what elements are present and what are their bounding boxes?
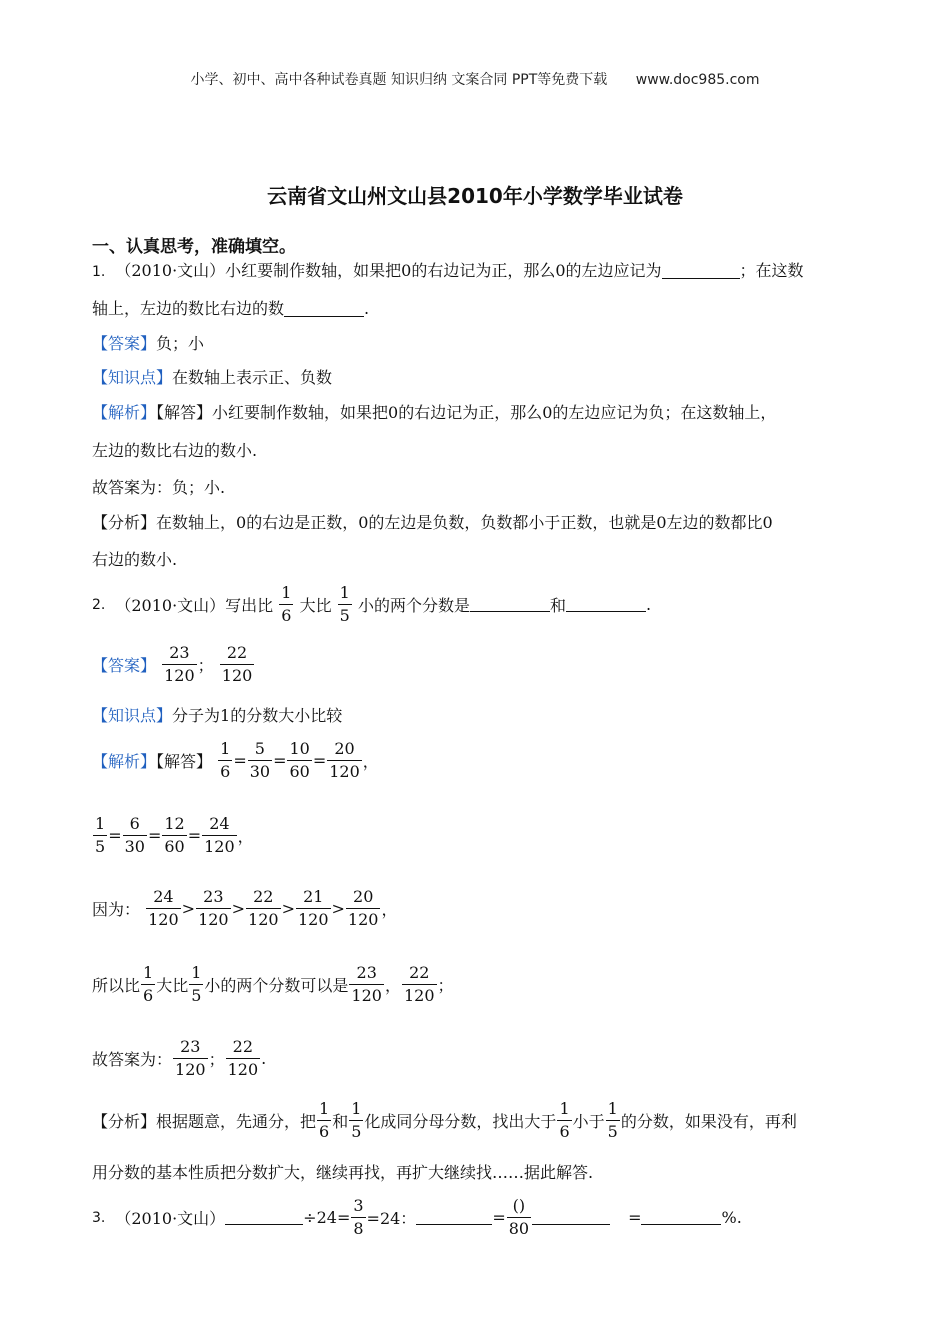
q1-final: 故答案为：负；小.: [92, 478, 226, 497]
q3-blank-3[interactable]: [532, 1208, 610, 1225]
fraction: $\frac{1}{6}$: [319, 1099, 330, 1141]
fraction: $\frac{1}{5}$: [351, 1099, 362, 1141]
header-site-link[interactable]: www.doc985.com: [635, 72, 760, 88]
q3-source: （2010·文山）: [115, 1209, 226, 1228]
q1-text: .: [364, 299, 370, 318]
fraction: $\frac{23}{120}$: [164, 643, 195, 685]
q1-text: 轴上，左边的数比右边的数: [92, 299, 285, 318]
fraction: $\frac{10}{60}$: [289, 739, 310, 781]
fraction: $\frac{5}{30}$: [249, 739, 271, 781]
knowledge-text: 在数轴上表示正、负数: [172, 368, 333, 387]
fraction: $\frac{3}{8}$: [353, 1196, 364, 1238]
fraction: $\frac{1}{5}$: [339, 583, 350, 625]
analysis-text: 在数轴上，0的右边是正数，0的左边是负数，负数都小于正数，也就是0左边的数都比0: [156, 513, 773, 532]
q1-text: ；在这数: [739, 261, 804, 280]
q1-source: （2010·文山）: [115, 261, 226, 280]
analysis-label: 【分析】: [92, 1112, 157, 1131]
q2-text: 和: [549, 596, 566, 615]
q2-blank-2[interactable]: [566, 595, 646, 612]
header-text: 小学、初中、高中各种试卷真题 知识归纳 文案合同 PPT等免费下载: [190, 72, 608, 88]
answer-label: 【答案】: [92, 656, 157, 675]
q1-knowledge: [92, 365, 332, 388]
q1-answer: [92, 331, 204, 354]
q1-number: 1.: [92, 264, 106, 280]
q2-text: 小的两个分数是: [357, 596, 470, 615]
q2-explain-line2: $\frac{1}{5}$ = $\frac{6}{30}$ = $\frac{12}{60}$ = $\frac{24}{120}$ ，: [95, 814, 254, 856]
explain-label: 【解析】: [92, 403, 157, 422]
fraction: $\frac{24}{120}$: [204, 814, 235, 856]
fraction: $\frac{22}{120}$: [221, 643, 253, 685]
q1-line1: [92, 258, 804, 281]
q2-source: （2010·文山）: [115, 596, 226, 615]
page-title: 云南省文山州文山县2010年小学数学毕业试卷: [267, 184, 683, 208]
q2-analysis: 【分析】根据题意，先通分，把 $\frac{1}{6}$ 和 $\frac{1}{5}$ 化成同分母分数，找出大于 $\frac{1}{6}$ 小于 $\frac{1}{5}$ 的分数，如果没有，再利: [92, 1099, 797, 1141]
explain-label: 【解析】: [92, 752, 157, 771]
knowledge-text: 分子为1的分数大小比较: [172, 706, 343, 725]
q1-blank-1[interactable]: [662, 262, 740, 279]
q2-number: 2.: [92, 596, 106, 613]
fraction: $\frac{22}{120}$: [248, 887, 279, 929]
q3-blank-1[interactable]: [225, 1208, 303, 1225]
q2-so: 所以比 $\frac{1}{6}$ 大比 $\frac{1}{5}$ 小的两个分数可以是 $\frac{23}{120}$ ， $\frac{22}{120}$ ；: [92, 963, 454, 1005]
fraction: $\frac{22}{120}$: [227, 1037, 259, 1079]
answer-label: 【答案】: [92, 334, 157, 353]
answer-text: 负；小: [156, 334, 205, 353]
fraction: $\frac{1}{6}$: [559, 1099, 570, 1141]
fraction: $\frac{1}{5}$: [607, 1099, 618, 1141]
q2-knowledge: [92, 703, 342, 726]
fraction: $\frac{23}{120}$: [175, 1037, 206, 1079]
knowledge-label: 【知识点】: [92, 706, 173, 725]
q3-blank-2[interactable]: [416, 1208, 492, 1225]
page-header: [0, 69, 950, 89]
fraction: $\frac{6}{30}$: [124, 814, 145, 856]
q1-explain: [92, 400, 776, 423]
fraction: $\frac{()}{80}$: [508, 1196, 530, 1238]
fraction: $\frac{1}{6}$: [143, 963, 154, 1005]
analysis-label: 【分析】: [92, 513, 157, 532]
fraction: $\frac{1}{5}$: [95, 814, 106, 856]
solve-label: 【解答】: [156, 752, 213, 771]
q1-line2: [92, 296, 369, 319]
q1-text: 小红要制作数轴，如果把0的右边记为正，那么0的左边应记为: [225, 261, 662, 280]
fraction: $\frac{20}{120}$: [329, 739, 360, 781]
knowledge-label: 【知识点】: [92, 368, 173, 387]
q2-analysis-2: 用分数的基本性质把分数扩大，继续再找，再扩大继续找……据此解答.: [92, 1163, 594, 1182]
q1-blank-2[interactable]: [284, 300, 364, 317]
q2-blank-1[interactable]: [470, 595, 550, 612]
fraction: $\frac{1}{6}$: [281, 583, 292, 625]
q2-text: 写出比: [225, 596, 274, 615]
q3-line: 3. （2010·文山） ÷24= $\frac{3}{8}$ =24： = $\frac{()}{80}$ = %.: [92, 1196, 742, 1238]
fraction: $\frac{21}{120}$: [297, 887, 329, 929]
q2-compare: 因为： $\frac{24}{120}$ > $\frac{23}{120}$ > $\frac{22}{120}$ > $\frac{21}{120}$ > $\frac{20}{120}$ ，: [92, 887, 398, 929]
q2-final: 故答案为： $\frac{23}{120}$ ； $\frac{22}{120}$ .: [92, 1037, 267, 1079]
fraction: $\frac{23}{120}$: [198, 887, 229, 929]
fraction: $\frac{12}{60}$: [164, 814, 185, 856]
fraction: $\frac{23}{120}$: [351, 963, 382, 1005]
q1-analysis: [92, 510, 773, 533]
fraction: $\frac{1}{6}$: [220, 739, 231, 781]
fraction: $\frac{24}{120}$: [148, 887, 179, 929]
q3-number: 3.: [92, 1209, 106, 1226]
fraction: $\frac{1}{5}$: [191, 963, 202, 1005]
q2-answer: 【答案】 $\frac{23}{120}$ ； $\frac{22}{120}$: [92, 643, 253, 685]
q2-explain-line1: 【解析】【解答】 $\frac{1}{6}$ = $\frac{5}{30}$ = $\frac{10}{60}$ = $\frac{20}{120}$ ，: [92, 739, 379, 781]
q2-text: 大比: [299, 596, 332, 615]
section-heading: 一、认真思考，准确填空。: [92, 237, 296, 257]
q1-explain-2: 左边的数比右边的数小.: [92, 441, 258, 460]
solve-label: 【解答】: [156, 403, 213, 422]
explain-text: 小红要制作数轴，如果把0的右边记为正，那么0的左边应记为负；在这数轴上，: [212, 403, 777, 422]
q2-line: 2. （2010·文山）写出比 $\frac{1}{6}$ 大比 $\frac{1}{5}$ 小的两个分数是 和 .: [92, 583, 652, 625]
fraction: $\frac{20}{120}$: [347, 887, 379, 929]
fraction: $\frac{22}{120}$: [403, 963, 435, 1005]
q3-blank-4[interactable]: [641, 1208, 721, 1225]
q3-numerator-blank[interactable]: (): [507, 1195, 531, 1218]
q1-analysis-2: 右边的数小.: [92, 550, 178, 569]
